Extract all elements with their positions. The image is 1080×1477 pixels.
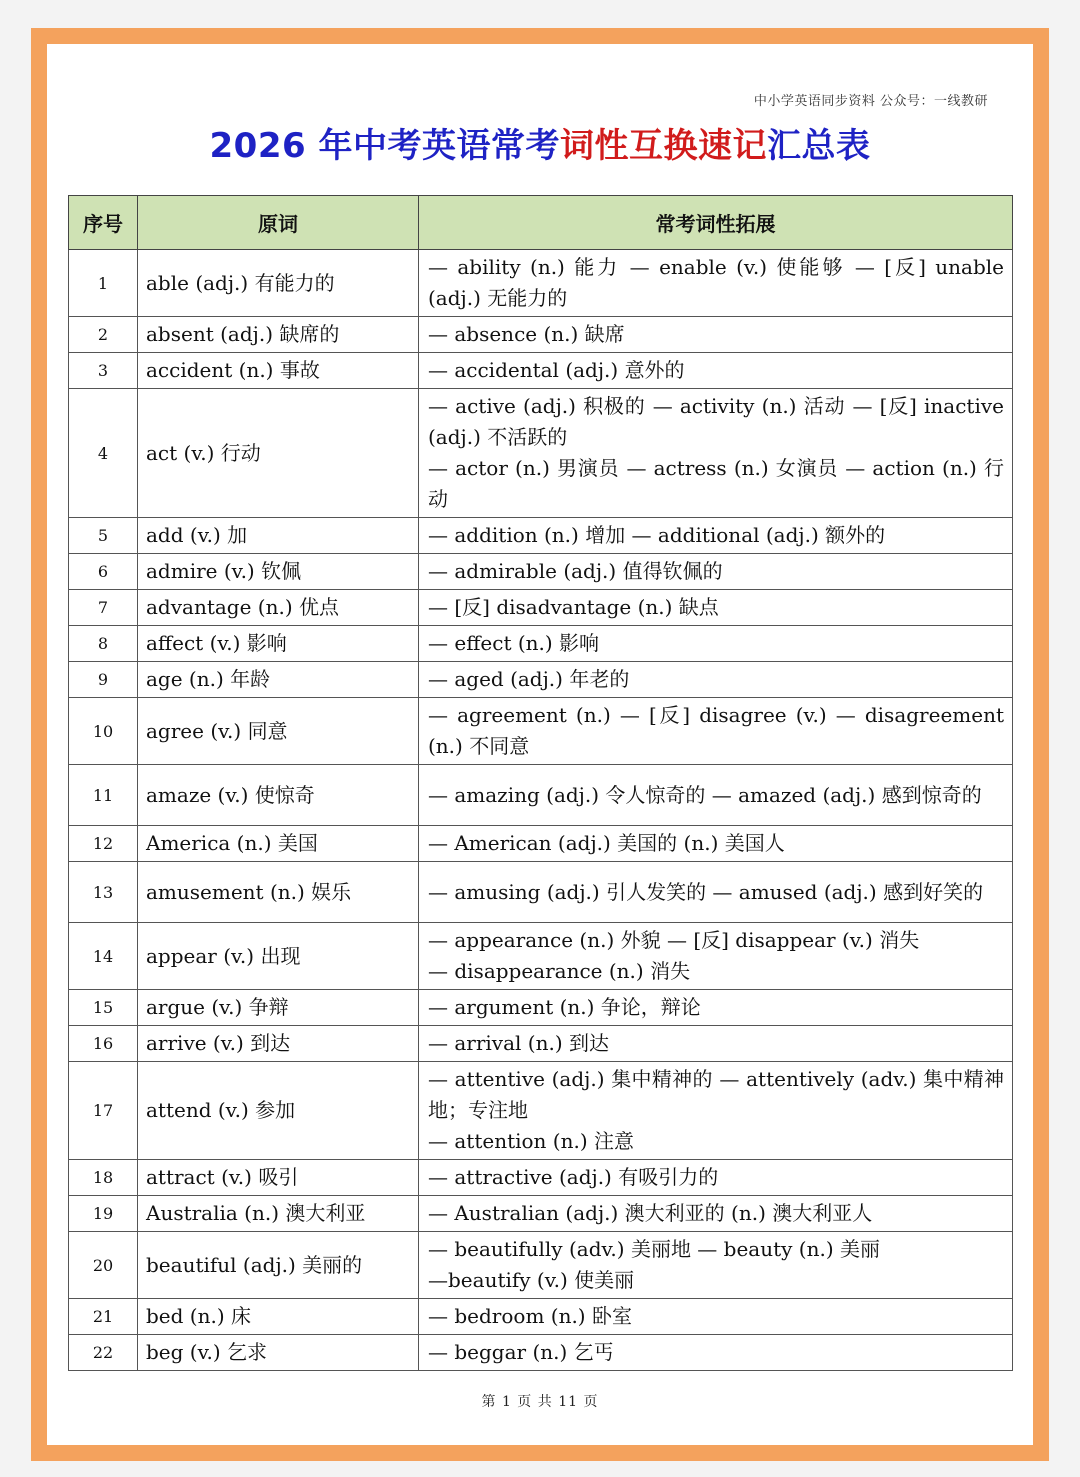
table-row [69,518,1013,554]
row-number: 9 [69,662,138,698]
row-extension [419,518,1013,554]
vocabulary-table [68,195,1013,1371]
table-row [69,1026,1013,1062]
row-number: 8 [69,626,138,662]
extension-line: — ability (n.) 能力 — enable (v.) 使能够 — [反] unable (adj.) 无能力的 [428,255,1004,310]
header-original-word: 原词 [138,196,419,250]
table-row [69,590,1013,626]
row-original-word: beautiful (adj.) 美丽的 [138,1232,419,1299]
header-extension: 常考词性拓展 [419,196,1013,250]
row-original-word: absent (adj.) 缺席的 [138,317,419,353]
row-number: 20 [69,1232,138,1299]
row-original-word: amusement (n.) 娱乐 [138,862,419,923]
table-row [69,250,1013,317]
page-footer: 第 1 页 共 11 页 [481,1394,599,1410]
extension-line: — beggar (n.) 乞丐 [428,1340,614,1364]
extension-line: — [反] disadvantage (n.) 缺点 [428,595,719,619]
row-number: 4 [69,389,138,518]
row-extension [419,862,1013,923]
row-number: 21 [69,1299,138,1335]
row-extension [419,353,1013,389]
row-original-word: advantage (n.) 优点 [138,590,419,626]
row-original-word: add (v.) 加 [138,518,419,554]
row-extension [419,765,1013,826]
table-row [69,698,1013,765]
row-original-word: argue (v.) 争辩 [138,990,419,1026]
extension-line: — American (adj.) 美国的 (n.) 美国人 [428,831,785,855]
table-row [69,317,1013,353]
table-row [69,353,1013,389]
extension-line: — attention (n.) 注意 [428,1129,634,1153]
extension-line: — actor (n.) 男演员 — actress (n.) 女演员 — action (n.) 行动 [428,456,1004,511]
table-row [69,765,1013,826]
row-number: 10 [69,698,138,765]
extension-line: — appearance (n.) 外貌 — [反] disappear (v.) 消失 [428,928,920,952]
table-row [69,626,1013,662]
title-part-3: 汇总表 [766,126,871,166]
title-part-2-highlight: 词性互换速记 [559,126,767,166]
row-extension [419,698,1013,765]
row-original-word: Australia (n.) 澳大利亚 [138,1196,419,1232]
row-number: 6 [69,554,138,590]
title-part-1: 2026 年中考英语常考 [209,126,560,166]
table-row [69,662,1013,698]
row-extension [419,1299,1013,1335]
row-extension [419,250,1013,317]
row-extension [419,1196,1013,1232]
row-number: 19 [69,1196,138,1232]
extension-line: — disappearance (n.) 消失 [428,959,691,983]
extension-line: — effect (n.) 影响 [428,631,600,655]
header-note: 中小学英语同步资料 公众号：一线教研 [753,94,988,109]
row-extension [419,1026,1013,1062]
extension-line: — amusing (adj.) 引人发笑的 — amused (adj.) 感到好笑的 [428,879,984,904]
row-extension [419,554,1013,590]
extension-line: — arrival (n.) 到达 [428,1031,609,1055]
row-extension [419,1232,1013,1299]
row-extension [419,590,1013,626]
row-original-word: affect (v.) 影响 [138,626,419,662]
row-extension [419,1335,1013,1371]
row-number: 1 [69,250,138,317]
extension-line: — active (adj.) 积极的 — activity (n.) 活动 — [反] inactive (adj.) 不活跃的 [428,394,1004,449]
row-original-word: amaze (v.) 使惊奇 [138,765,419,826]
row-extension [419,923,1013,990]
table-row [69,826,1013,862]
row-extension [419,317,1013,353]
table-row [69,923,1013,990]
row-original-word: accident (n.) 事故 [138,353,419,389]
row-number: 18 [69,1160,138,1196]
row-original-word: appear (v.) 出现 [138,923,419,990]
row-original-word: agree (v.) 同意 [138,698,419,765]
extension-line: — attractive (adj.) 有吸引力的 [428,1165,719,1189]
row-original-word: act (v.) 行动 [138,389,419,518]
table-row [69,1196,1013,1232]
row-number: 13 [69,862,138,923]
table-row [69,1160,1013,1196]
table-row [69,554,1013,590]
extension-line: — Australian (adj.) 澳大利亚的 (n.) 澳大利亚人 [428,1201,873,1225]
extension-line: — attentive (adj.) 集中精神的 — attentively (adv.) 集中精神地；专注地 [428,1067,1004,1122]
row-original-word: attract (v.) 吸引 [138,1160,419,1196]
row-number: 3 [69,353,138,389]
header-number: 序号 [69,196,138,250]
row-extension [419,626,1013,662]
extension-line: — addition (n.) 增加 — additional (adj.) 额外的 [428,523,886,547]
extension-line: — aged (adj.) 年老的 [428,667,630,691]
extension-line: — amazing (adj.) 令人惊奇的 — amazed (adj.) 感到惊奇的 [428,782,982,807]
row-number: 12 [69,826,138,862]
row-original-word: able (adj.) 有能力的 [138,250,419,317]
page-title [0,118,1080,167]
row-extension [419,1160,1013,1196]
table-row [69,1335,1013,1371]
row-extension [419,826,1013,862]
row-original-word: bed (n.) 床 [138,1299,419,1335]
extension-line: — agreement (n.) — [反] disagree (v.) — disagreement (n.) 不同意 [428,703,1004,758]
row-extension [419,990,1013,1026]
row-number: 5 [69,518,138,554]
table-row [69,1062,1013,1160]
table-row [69,862,1013,923]
table-body [69,250,1013,1371]
row-number: 7 [69,590,138,626]
row-original-word: America (n.) 美国 [138,826,419,862]
table-header-row [69,196,1013,250]
extension-line: — bedroom (n.) 卧室 [428,1304,632,1328]
row-extension [419,1062,1013,1160]
row-original-word: attend (v.) 参加 [138,1062,419,1160]
extension-line: — admirable (adj.) 值得钦佩的 [428,559,723,583]
row-number: 16 [69,1026,138,1062]
extension-line: —beautify (v.) 使美丽 [428,1268,635,1292]
extension-line: — argument (n.) 争论，辩论 [428,995,701,1019]
table-row [69,990,1013,1026]
extension-line: — beautifully (adv.) 美丽地 — beauty (n.) 美丽 [428,1237,880,1261]
row-extension [419,389,1013,518]
row-extension [419,662,1013,698]
row-original-word: admire (v.) 钦佩 [138,554,419,590]
row-original-word: arrive (v.) 到达 [138,1026,419,1062]
extension-line: — accidental (adj.) 意外的 [428,358,685,382]
row-number: 2 [69,317,138,353]
row-number: 22 [69,1335,138,1371]
table-row [69,1232,1013,1299]
table-row [69,1299,1013,1335]
row-original-word: age (n.) 年龄 [138,662,419,698]
row-number: 17 [69,1062,138,1160]
row-number: 14 [69,923,138,990]
row-number: 15 [69,990,138,1026]
row-number: 11 [69,765,138,826]
row-original-word: beg (v.) 乞求 [138,1335,419,1371]
extension-line: — absence (n.) 缺席 [428,322,625,346]
table-row [69,389,1013,518]
